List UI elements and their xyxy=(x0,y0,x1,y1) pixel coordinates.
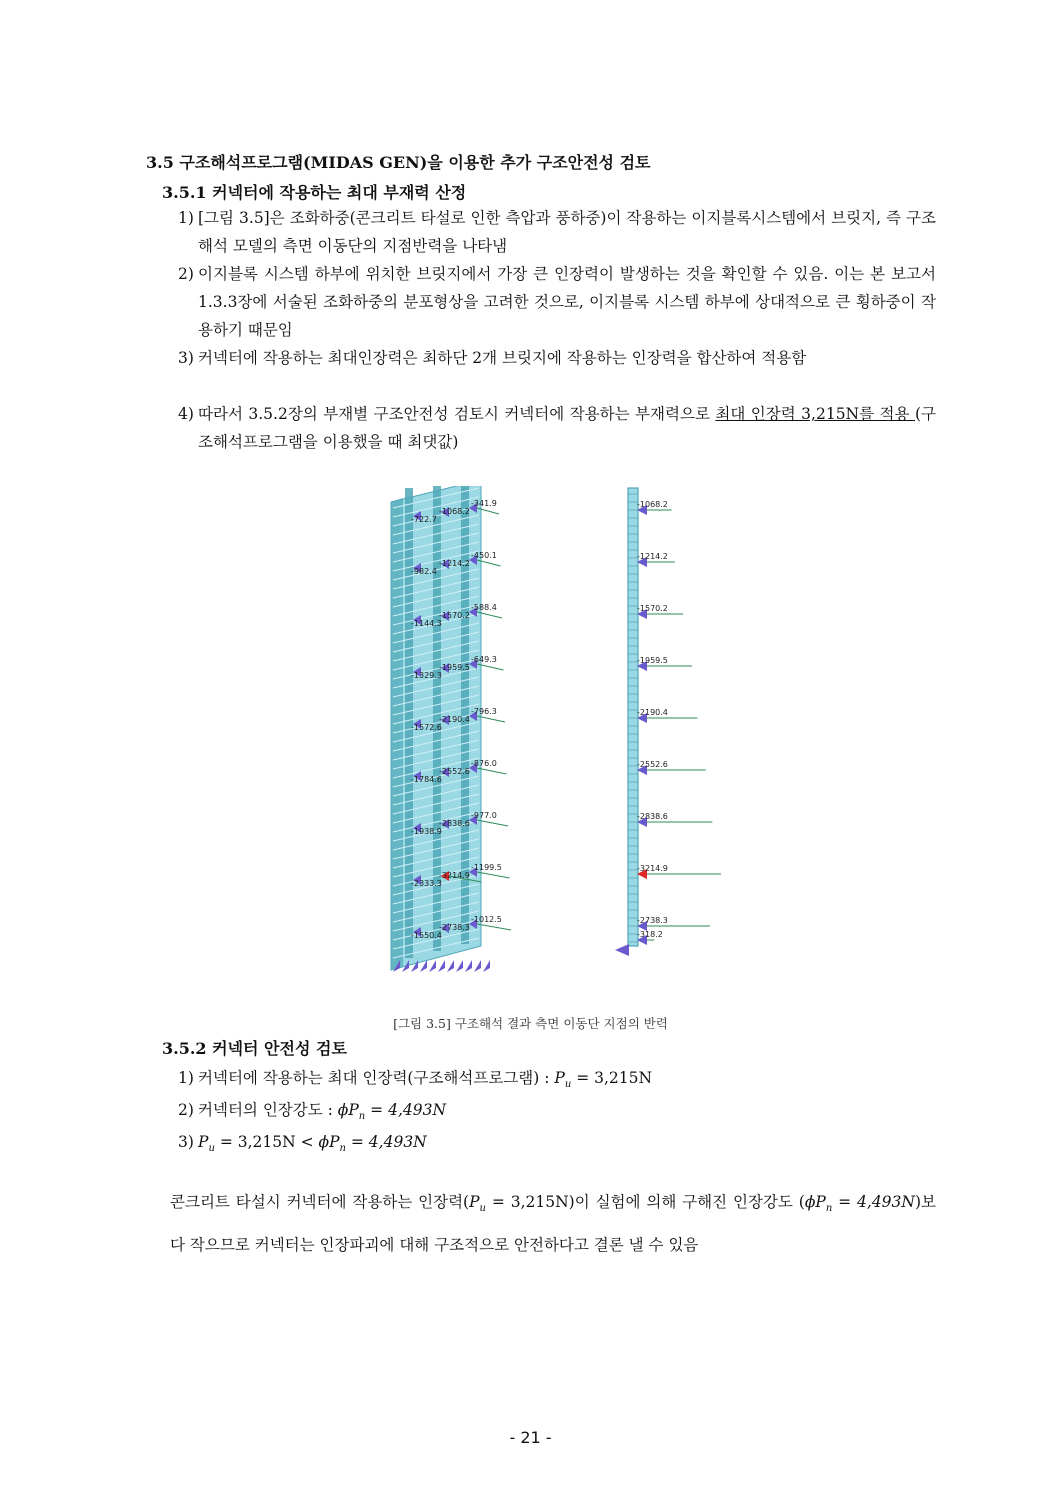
item-number: 3) xyxy=(178,1133,194,1151)
math-value: = 3,215N xyxy=(571,1069,653,1087)
reaction-label: -977.0 xyxy=(471,811,497,820)
math-symbol: P xyxy=(469,1193,480,1211)
formula xyxy=(198,1133,427,1155)
math-symbol: P xyxy=(554,1069,565,1087)
item-text xyxy=(198,1128,936,1163)
math-subscript: n xyxy=(358,1111,366,1123)
list-item xyxy=(178,204,936,260)
item-text: 커넥터에 작용하는 최대인장력은 최하단 2개 브릿지에 작용하는 인장력을 합산하여 적용함 xyxy=(198,349,807,367)
support-arrow xyxy=(465,960,472,972)
reaction-label: -876.0 xyxy=(471,759,497,768)
reaction-label: -2552.6 xyxy=(637,760,668,769)
reaction-label: -1199.5 xyxy=(471,863,502,872)
page-number: - 21 - xyxy=(509,1428,552,1447)
item-number: 3) xyxy=(178,349,194,367)
support-arrow xyxy=(483,960,490,972)
reaction-label: -722.7 xyxy=(411,515,437,524)
item-text xyxy=(198,1096,936,1131)
item-text: 이지블록 시스템 하부에 위치한 브릿지에서 가장 큰 인장력이 발생하는 것을 확인할 수 있음. 이는 본 보고서 1.3.3장에 서술된 조화하중의 분포형상을 고려한 것으로, 이지블록 시스템 하부에 상대적으로 큰 횡하중이 작용하기 때문임 xyxy=(198,265,936,339)
reaction-label: -2552.6 xyxy=(439,767,470,776)
structure-model-side xyxy=(615,488,721,956)
math-value: = 3,215N < xyxy=(214,1133,319,1151)
formula xyxy=(469,1193,569,1215)
reaction-label: -341.9 xyxy=(471,499,497,508)
reaction-label: -2190.4 xyxy=(439,715,470,724)
reaction-label: -3214.9 xyxy=(637,864,668,873)
list-item xyxy=(178,400,936,456)
item-number: 2) xyxy=(178,1101,194,1119)
subsection-title-3-5-1: 3.5.1 커넥터에 작용하는 최대 부재력 산정 xyxy=(162,183,467,202)
reaction-label: -318.2 xyxy=(637,930,663,939)
item-label: 커넥터에 작용하는 최대 인장력(구조해석프로그램) : xyxy=(198,1069,555,1087)
math-subscript: n xyxy=(339,1143,346,1155)
math-subscript: u xyxy=(208,1143,215,1155)
math-symbol: ϕP xyxy=(337,1101,359,1119)
subsection-title-3-5-2: 3.5.2 커넥터 안전성 검토 xyxy=(162,1039,347,1058)
math-value: = 4,493N xyxy=(345,1133,427,1151)
reaction-label: -1570.2 xyxy=(637,604,668,613)
reaction-label: -1329.3 xyxy=(411,671,442,680)
structure-model-3d xyxy=(391,486,511,972)
math-symbol: ϕP xyxy=(318,1133,340,1151)
item-number: 4) xyxy=(178,405,194,423)
force-line xyxy=(477,820,508,826)
support-arrow xyxy=(474,960,481,972)
conclusion-text: )보다 작으므로 커넥터는 인장파괴에 대해 구조적으로 안전하다고 결론 낼 수 있음 xyxy=(170,1193,936,1255)
conclusion-text: 콘크리트 타설시 커넥터에 작용하는 인장력( xyxy=(170,1193,470,1211)
conclusion-paragraph xyxy=(170,1184,936,1263)
item-text xyxy=(198,400,936,456)
list-item xyxy=(178,260,936,344)
reaction-label: -3214.9 xyxy=(439,871,470,880)
reaction-label: -1572.6 xyxy=(411,723,442,732)
math-subscript: u xyxy=(564,1079,572,1091)
list-item xyxy=(178,1128,936,1163)
reaction-label: -1012.5 xyxy=(471,915,502,924)
list-item xyxy=(178,344,936,372)
force-line xyxy=(477,924,511,930)
conclusion-text: )이 실험에 의해 구해진 인장강도 ( xyxy=(568,1193,805,1211)
reaction-label: -1784.6 xyxy=(411,775,442,784)
item-number: 2) xyxy=(178,265,194,283)
reaction-label: -1214.2 xyxy=(637,552,668,561)
reaction-label: -1068.2 xyxy=(439,507,470,516)
support-arrow xyxy=(615,944,629,956)
reaction-label: -1214.2 xyxy=(439,559,470,568)
math-value: = 4,493N xyxy=(832,1193,915,1211)
math-symbol: P xyxy=(198,1133,209,1151)
reaction-label: -450.1 xyxy=(471,551,497,560)
formula xyxy=(804,1193,915,1215)
support-arrow xyxy=(447,960,454,972)
math-symbol: ϕP xyxy=(804,1193,826,1211)
list-item xyxy=(178,1096,936,1131)
math-value: = 3,215N xyxy=(485,1193,569,1211)
item-number: 1) xyxy=(178,1069,194,1087)
item-text: [그림 3.5]은 조화하중(콘크리트 타설로 인한 측압과 풍하중)이 작용하는 이지블록시스템에서 브릿지, 즉 구조해석 모델의 측면 이동단의 지점반력을 나타냄 xyxy=(198,209,936,255)
reaction-label: -1144.3 xyxy=(411,619,442,628)
math-subscript: n xyxy=(825,1203,833,1215)
support-arrow xyxy=(456,960,463,972)
reaction-label: -588.4 xyxy=(471,603,497,612)
reaction-label: -1938.9 xyxy=(411,827,442,836)
item-text-lead: 따라서 3.5.2장의 부재별 구조안전성 검토시 커넥터에 작용하는 부재력으로 xyxy=(198,405,716,423)
reaction-label: -1959.5 xyxy=(439,663,470,672)
reaction-label: -649.3 xyxy=(471,655,497,664)
reaction-label: -2333.3 xyxy=(411,879,442,888)
reaction-label: -2738.3 xyxy=(439,923,470,932)
reaction-label: -2190.4 xyxy=(637,708,668,717)
math-subscript: u xyxy=(479,1203,486,1215)
reaction-label: -796.3 xyxy=(471,707,497,716)
item-label: 커넥터의 인장강도 : xyxy=(198,1101,338,1119)
support-arrow xyxy=(429,960,436,972)
item-number: 1) xyxy=(178,209,194,227)
reaction-label: -2838.6 xyxy=(439,819,470,828)
list-item xyxy=(178,1064,936,1099)
reaction-label: -1570.2 xyxy=(439,611,470,620)
force-line xyxy=(477,872,510,878)
math-value: = 4,493N xyxy=(365,1101,447,1119)
underlined-text: 최대 인장력 3,215N를 적용 xyxy=(715,405,915,423)
reaction-label: -1550.4 xyxy=(411,931,442,940)
item-text xyxy=(198,1064,936,1099)
reaction-figure xyxy=(385,486,725,976)
figure-caption: [그림 3.5] 구조해석 결과 측면 이동단 지점의 반력 xyxy=(393,1016,668,1031)
reaction-label: -2738.3 xyxy=(637,916,668,925)
item-text-tail: (구조해석프로그램을 이용했을 때 최댓값) xyxy=(198,405,937,451)
support-arrow xyxy=(438,960,445,972)
formula xyxy=(337,1101,447,1123)
section-title: 3.5 구조해석프로그램(MIDAS GEN)을 이용한 추가 구조안전성 검토 xyxy=(146,153,651,172)
reaction-label: -1959.5 xyxy=(637,656,668,665)
reaction-label: -2838.6 xyxy=(637,812,668,821)
reaction-label: -1068.2 xyxy=(637,500,668,509)
formula xyxy=(554,1069,653,1091)
reaction-label: -982.4 xyxy=(411,567,437,576)
